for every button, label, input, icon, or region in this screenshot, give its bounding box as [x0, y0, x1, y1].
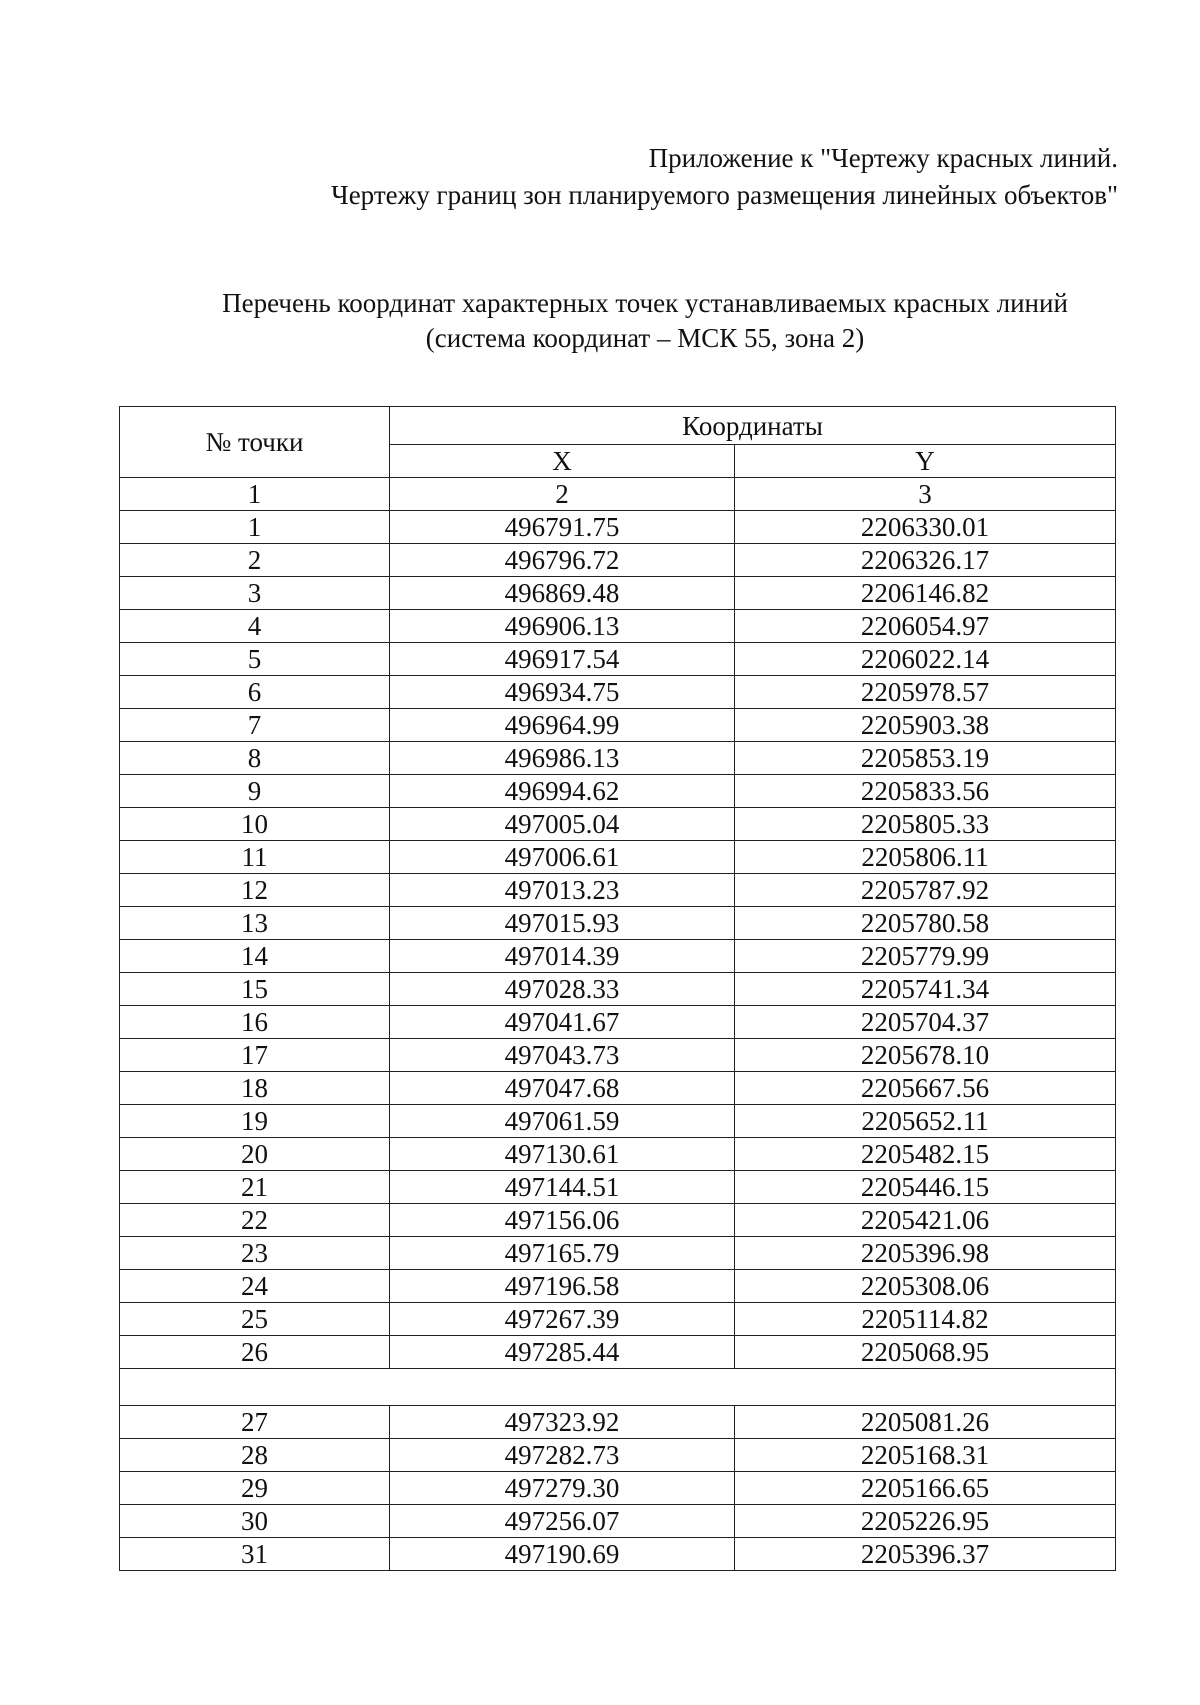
x-coordinate-cell: 496796.72: [390, 544, 735, 577]
table-row: [120, 544, 1116, 577]
x-header: X: [390, 445, 735, 478]
x-coordinate-cell: 497130.61: [390, 1138, 735, 1171]
separator-cell: [120, 1369, 1116, 1406]
y-coordinate-cell: 2205421.06: [735, 1204, 1116, 1237]
y-coordinate-cell: 2205678.10: [735, 1039, 1116, 1072]
heading-line-2: (система координат – МСК 55, зона 2): [425, 323, 865, 353]
point-number-cell: 22: [120, 1204, 390, 1237]
x-coordinate-cell: 497013.23: [390, 874, 735, 907]
point-number-cell: 30: [120, 1505, 390, 1538]
y-coordinate-cell: 2205853.19: [735, 742, 1116, 775]
table-row: [120, 808, 1116, 841]
point-number-cell: 19: [120, 1105, 390, 1138]
point-number-cell: 8: [120, 742, 390, 775]
x-coordinate-cell: 497041.67: [390, 1006, 735, 1039]
y-coordinate-cell: 2205903.38: [735, 709, 1116, 742]
table-row: [120, 1171, 1116, 1204]
x-coordinate-cell: 496994.62: [390, 775, 735, 808]
point-number-cell: 16: [120, 1006, 390, 1039]
table-row: [120, 1138, 1116, 1171]
y-coordinate-cell: 2205978.57: [735, 676, 1116, 709]
point-number-cell: 14: [120, 940, 390, 973]
table-row: [120, 1204, 1116, 1237]
point-number-cell: 3: [120, 577, 390, 610]
table-row: [120, 511, 1116, 544]
separator-row: [120, 1369, 1116, 1406]
column-number-row: [120, 478, 1116, 511]
point-number-cell: 11: [120, 841, 390, 874]
y-coordinate-cell: 2205652.11: [735, 1105, 1116, 1138]
table-row: [120, 643, 1116, 676]
point-number-cell: 2: [120, 544, 390, 577]
y-coordinate-cell: 2205779.99: [735, 940, 1116, 973]
heading-line-1: Перечень координат характерных точек устанавливаемых красных линий: [222, 288, 1068, 318]
table-row: [120, 1237, 1116, 1270]
point-number-cell: 26: [120, 1336, 390, 1369]
appendix-caption: [331, 140, 1118, 214]
y-coordinate-cell: 2205787.92: [735, 874, 1116, 907]
appendix-line-2: Чертежу границ зон планируемого размещения линейных объектов": [331, 180, 1118, 210]
y-coordinate-cell: 2205114.82: [735, 1303, 1116, 1336]
point-number-cell: 23: [120, 1237, 390, 1270]
x-coordinate-cell: 497196.58: [390, 1270, 735, 1303]
x-coordinate-cell: 497323.92: [390, 1406, 735, 1439]
y-coordinate-cell: 2205704.37: [735, 1006, 1116, 1039]
point-number-header: № точки: [120, 407, 390, 478]
x-coordinate-cell: 497005.04: [390, 808, 735, 841]
y-coordinate-cell: 2205833.56: [735, 775, 1116, 808]
point-number-cell: 7: [120, 709, 390, 742]
y-header: Y: [735, 445, 1116, 478]
point-number-cell: 15: [120, 973, 390, 1006]
x-coordinate-cell: 497061.59: [390, 1105, 735, 1138]
y-coordinate-cell: 2205780.58: [735, 907, 1116, 940]
group-separator: [120, 1369, 1116, 1406]
document-heading: [0, 286, 1200, 356]
point-number-cell: 29: [120, 1472, 390, 1505]
table-row: [120, 874, 1116, 907]
y-coordinate-cell: 2206022.14: [735, 643, 1116, 676]
point-number-cell: 5: [120, 643, 390, 676]
y-coordinate-cell: 2205396.98: [735, 1237, 1116, 1270]
point-number-cell: 12: [120, 874, 390, 907]
table-row: [120, 841, 1116, 874]
point-number-cell: 28: [120, 1439, 390, 1472]
x-coordinate-cell: 497282.73: [390, 1439, 735, 1472]
point-number-cell: 27: [120, 1406, 390, 1439]
table-row: [120, 1072, 1116, 1105]
x-coordinate-cell: 497285.44: [390, 1336, 735, 1369]
x-coordinate-cell: 496906.13: [390, 610, 735, 643]
x-coordinate-cell: 497144.51: [390, 1171, 735, 1204]
table-row: [120, 577, 1116, 610]
x-coordinate-cell: 497043.73: [390, 1039, 735, 1072]
x-coordinate-cell: 497156.06: [390, 1204, 735, 1237]
x-coordinate-cell: 497015.93: [390, 907, 735, 940]
y-coordinate-cell: 2205446.15: [735, 1171, 1116, 1204]
table-row: [120, 610, 1116, 643]
x-coordinate-cell: 496934.75: [390, 676, 735, 709]
x-coordinate-cell: 497279.30: [390, 1472, 735, 1505]
y-coordinate-cell: 2205226.95: [735, 1505, 1116, 1538]
x-coordinate-cell: 496869.48: [390, 577, 735, 610]
x-coordinate-cell: 497014.39: [390, 940, 735, 973]
point-group-2: [120, 1406, 1116, 1571]
y-coordinate-cell: 2205806.11: [735, 841, 1116, 874]
point-number-cell: 10: [120, 808, 390, 841]
table-row: [120, 1336, 1116, 1369]
y-coordinate-cell: 2205741.34: [735, 973, 1116, 1006]
point-number-cell: 24: [120, 1270, 390, 1303]
y-coordinate-cell: 2205396.37: [735, 1538, 1116, 1571]
table-row: [120, 1303, 1116, 1336]
y-coordinate-cell: 2205081.26: [735, 1406, 1116, 1439]
table-row: [120, 1105, 1116, 1138]
column-number: 2: [390, 478, 735, 511]
x-coordinate-cell: 496917.54: [390, 643, 735, 676]
table-row: [120, 1439, 1116, 1472]
table-row: [120, 1505, 1116, 1538]
point-number-cell: 9: [120, 775, 390, 808]
y-coordinate-cell: 2205805.33: [735, 808, 1116, 841]
table-row: [120, 1039, 1116, 1072]
y-coordinate-cell: 2206054.97: [735, 610, 1116, 643]
table-row: [120, 742, 1116, 775]
appendix-line-1: Приложение к "Чертежу красных линий.: [648, 143, 1118, 173]
column-number: 1: [120, 478, 390, 511]
point-number-cell: 1: [120, 511, 390, 544]
point-number-cell: 20: [120, 1138, 390, 1171]
table-row: [120, 1406, 1116, 1439]
y-coordinate-cell: 2205068.95: [735, 1336, 1116, 1369]
table-row: [120, 1472, 1116, 1505]
table-row: [120, 775, 1116, 808]
x-coordinate-cell: 496986.13: [390, 742, 735, 775]
table-row: [120, 940, 1116, 973]
table-row: [120, 1538, 1116, 1571]
point-number-cell: 31: [120, 1538, 390, 1571]
x-coordinate-cell: 496964.99: [390, 709, 735, 742]
x-coordinate-cell: 497267.39: [390, 1303, 735, 1336]
y-coordinate-cell: 2206146.82: [735, 577, 1116, 610]
table-row: [120, 709, 1116, 742]
point-number-cell: 17: [120, 1039, 390, 1072]
point-group-1: [120, 511, 1116, 1369]
y-coordinate-cell: 2205308.06: [735, 1270, 1116, 1303]
x-coordinate-cell: 497256.07: [390, 1505, 735, 1538]
y-coordinate-cell: 2205168.31: [735, 1439, 1116, 1472]
x-coordinate-cell: 497006.61: [390, 841, 735, 874]
point-number-cell: 4: [120, 610, 390, 643]
table-row: [120, 676, 1116, 709]
x-coordinate-cell: 497047.68: [390, 1072, 735, 1105]
point-number-cell: 25: [120, 1303, 390, 1336]
x-coordinate-cell: 497165.79: [390, 1237, 735, 1270]
table-row: [120, 1006, 1116, 1039]
coordinates-table: [119, 406, 1116, 1571]
column-number: 3: [735, 478, 1116, 511]
point-number-cell: 6: [120, 676, 390, 709]
x-coordinate-cell: 497190.69: [390, 1538, 735, 1571]
table-header-row: [120, 407, 1116, 445]
x-coordinate-cell: 497028.33: [390, 973, 735, 1006]
coordinates-header: Координаты: [390, 407, 1116, 445]
y-coordinate-cell: 2205166.65: [735, 1472, 1116, 1505]
y-coordinate-cell: 2206330.01: [735, 511, 1116, 544]
y-coordinate-cell: 2206326.17: [735, 544, 1116, 577]
point-number-cell: 18: [120, 1072, 390, 1105]
x-coordinate-cell: 496791.75: [390, 511, 735, 544]
y-coordinate-cell: 2205482.15: [735, 1138, 1116, 1171]
y-coordinate-cell: 2205667.56: [735, 1072, 1116, 1105]
point-number-cell: 13: [120, 907, 390, 940]
table-row: [120, 907, 1116, 940]
table-row: [120, 1270, 1116, 1303]
point-number-cell: 21: [120, 1171, 390, 1204]
table-row: [120, 973, 1116, 1006]
